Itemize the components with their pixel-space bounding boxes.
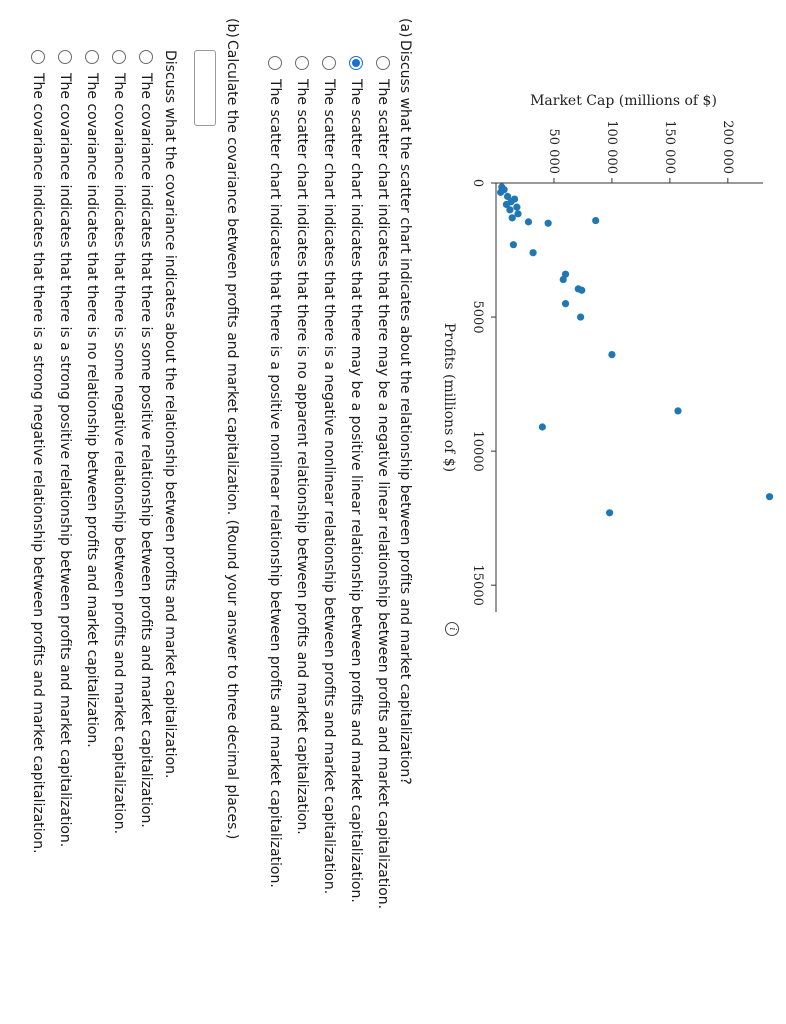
option-text: The covariance indicates that there is no relationship between profits and market capitalization. [84, 73, 100, 748]
radio-button[interactable] [58, 50, 72, 64]
x-tick-label: 10000 [470, 430, 485, 472]
data-point [509, 214, 516, 221]
data-point [562, 300, 569, 307]
y-tick-label: 150 000 [661, 120, 677, 174]
radio-button[interactable] [268, 56, 282, 70]
data-point [510, 241, 517, 248]
data-point [608, 351, 615, 358]
points-layer [497, 183, 773, 516]
info-icon[interactable]: i [445, 622, 459, 636]
radio-button[interactable] [85, 50, 99, 64]
data-point [506, 206, 513, 213]
option-text: The covariance indicates that there is a strong positive relationship between profits and market capitalization. [57, 73, 73, 848]
part-a-option-1[interactable] [347, 56, 365, 903]
scatter-chart [386, 0, 786, 1024]
data-point [497, 189, 504, 196]
option-text: The scatter chart indicates that there is a positive nonlinear relationship between profits and market capitalization. [267, 79, 283, 888]
data-point [513, 204, 520, 211]
data-point [766, 493, 773, 500]
data-point [529, 249, 536, 256]
data-point [606, 509, 613, 516]
data-point [545, 220, 552, 227]
part-a-option-2[interactable] [320, 56, 338, 894]
part-b-option-3[interactable] [56, 50, 74, 847]
chart-svg [386, 0, 786, 1024]
radio-button[interactable] [376, 56, 390, 70]
part-a-question-text: Discuss what the scatter chart indicates about the relationship between profits and market capitalization? [397, 40, 413, 785]
radio-button[interactable] [112, 50, 126, 64]
radio-button[interactable] [295, 56, 309, 70]
part-b-question-text: Calculate the covariance between profits and market capitalization. (Round your answer to three decimal places.) [224, 40, 240, 840]
part-b-option-1[interactable] [110, 50, 128, 834]
part-b-discuss: Discuss what the covariance indicates about the relationship between profits and market capitalization. [162, 50, 178, 779]
radio-button[interactable] [322, 56, 336, 70]
data-point [539, 423, 546, 430]
data-point [525, 218, 532, 225]
option-text: The scatter chart indicates that there may be a positive linear relationship between profits and market capitalization. [348, 79, 364, 903]
data-point [560, 276, 567, 283]
data-point [592, 217, 599, 224]
radio-button[interactable] [139, 50, 153, 64]
axes-layer [441, 93, 763, 612]
y-tick-label: 100 000 [603, 120, 619, 174]
y-axis-label: Market Cap (millions of $) [530, 93, 717, 109]
option-text: The covariance indicates that there is some negative relationship between profits and market capitalization. [111, 73, 127, 835]
part-b-question [223, 18, 241, 839]
part-a-label: (a) [397, 18, 413, 38]
x-tick-label: 0 [470, 178, 485, 188]
part-b-label: (b) [224, 18, 240, 38]
x-tick-label: 15000 [470, 564, 485, 606]
data-point [514, 210, 521, 217]
x-tick-label: 5000 [470, 300, 485, 334]
option-text: The scatter chart indicates that there is no apparent relationship between profits and market capitalization. [294, 79, 310, 835]
part-b-option-2[interactable] [83, 50, 101, 748]
data-point [674, 407, 681, 414]
option-text: The scatter chart indicates that there may be a negative linear relationship between profits and market capitalization. [375, 79, 391, 910]
option-text: The covariance indicates that there is a strong negative relationship between profits and market capitalization. [30, 73, 46, 854]
part-a-option-4[interactable] [266, 56, 284, 888]
y-tick-label: 200 000 [719, 120, 735, 174]
covariance-answer-input[interactable] [194, 50, 216, 126]
radio-button[interactable] [31, 50, 45, 64]
x-axis-label: Profits (millions of $) [441, 322, 457, 473]
part-b-option-0[interactable] [137, 50, 155, 828]
option-text: The scatter chart indicates that there is a negative nonlinear relationship between profits and market capitalization. [321, 79, 337, 895]
y-tick-label: 50 000 [545, 128, 561, 174]
data-point [578, 287, 585, 294]
option-text: The covariance indicates that there is some positive relationship between profits and market capitalization. [138, 73, 154, 828]
part-a-option-0[interactable] [374, 56, 392, 909]
part-a-option-3[interactable] [293, 56, 311, 835]
data-point [577, 313, 584, 320]
part-b-option-4[interactable] [29, 50, 47, 854]
radio-button-selected[interactable] [349, 56, 363, 70]
part-a-question [396, 18, 414, 785]
